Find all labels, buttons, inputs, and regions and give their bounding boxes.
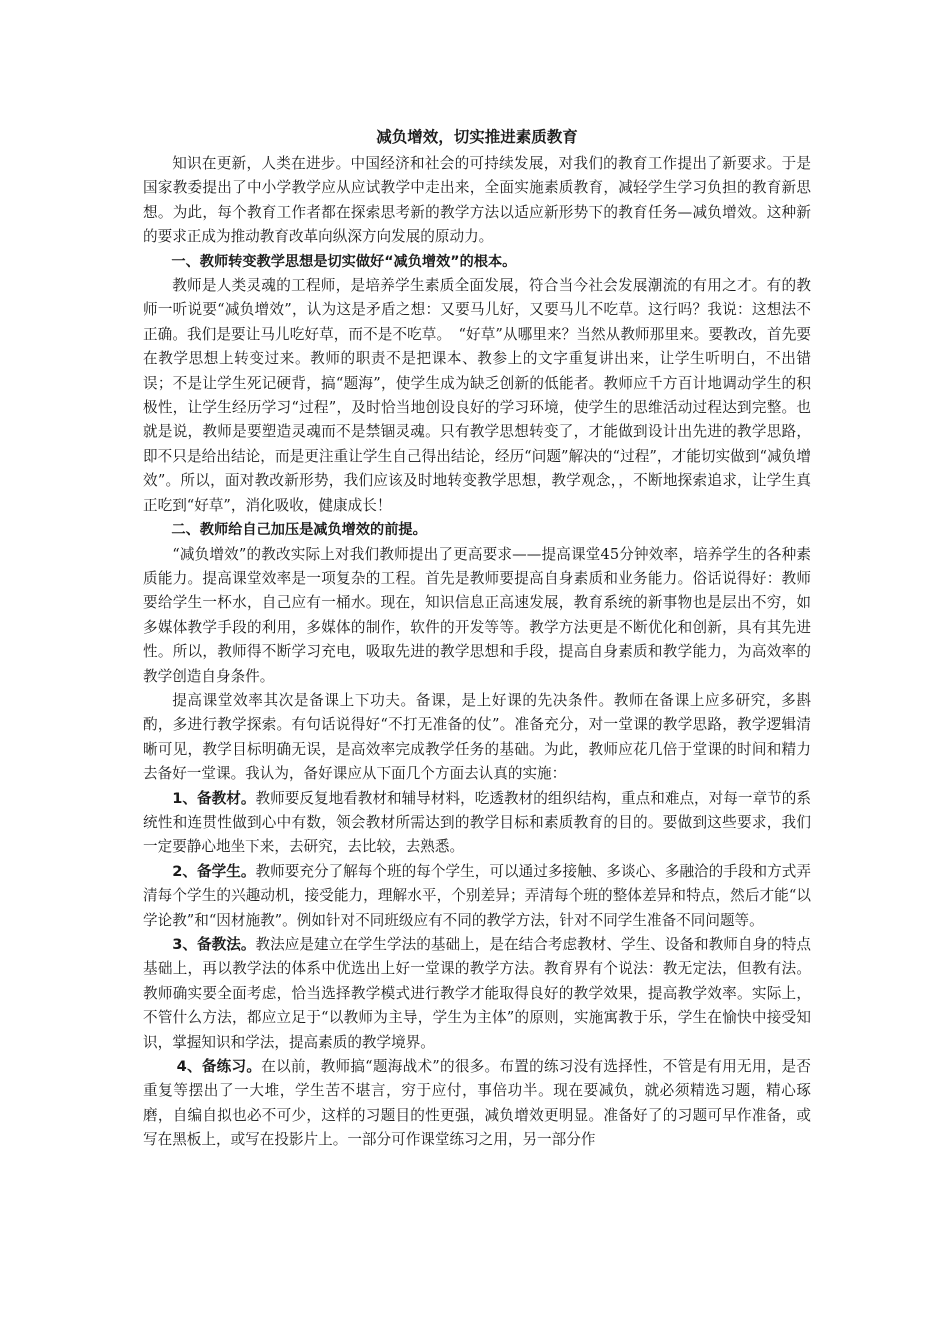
item-lead: 3、备教法。 xyxy=(172,936,256,953)
section-1-heading: 一、教师转变教学思想是切实做好“减负增效”的根本。 xyxy=(171,253,517,270)
item-text: 教师要充分了解每个班的每个学生，可以通过多接触、多谈心、多融洽的手段和方式弄清每个学生的兴趣动机，接受能力，理解水平，个别差异；弄清每个班的整体差异和特点，然后才能“以学论教”和“因材施教”。例如针对不同班级应有不同的教学方法，针对不同学生准备不同问题等。 xyxy=(143,862,811,929)
intro-paragraph: 知识在更新，人类在进步。中国经济和社会的可持续发展，对我们的教育工作提出了新要求。于是国家教委提出了中小学教学应从应试教学中走出来，全面实施素质教育，减轻学生学习负担的教育新思想。为此，每个教育工作者都在探索思考新的教学方法以适应新形势下的教育任务—减负增效。这种新的要求正成为推动教育改革向纵深方向发展的原动力。 xyxy=(143,155,811,246)
section-2-heading: 二、教师给自己加压是减负增效的前提。 xyxy=(171,522,427,539)
item-prepare-students xyxy=(143,860,811,933)
item-prepare-methods xyxy=(143,933,811,1055)
document-title: 减负增效，切实推进素质教育 xyxy=(376,128,578,146)
section-2-paragraph-2: 提高课堂效率其次是备课上下功夫。备课，是上好课的先决条件。教师在备课上应多研究，多斟酌，多进行教学探索。有句话说得好“不打无准备的仗”。准备充分，对一堂课的教学思路，教学逻辑清晰可见，教学目标明确无误，是高效率完成教学任务的基础。为此，教师应花几倍于堂课的时间和精力去备好一堂课。我认为，备好课应从下面几个方面去认真的实施： xyxy=(143,691,811,783)
item-lead: 1、备教材。 xyxy=(172,789,256,807)
section-1-body: 教师是人类灵魂的工程师，是培养学生素质全面发展，符合当今社会发展潮流的有用之才。有的教师一听说要“减负增效”，认为这是矛盾之想：又要马儿好，又要马儿不吃草。这行吗？我说：这想法不正确。我们是要让马儿吃好草，而不是不吃草。 “好草”从哪里来？当然从教师那里来。要教改，首先要在教学思想上转变过来。教师的职责不是把课本、教参上的文字重复讲出来，让学生听明白，不出错误；不是让学生死记硬背，搞“题海”，使学生成为缺乏创新的低能者。教师应千方百计地调动学生的积极性，让学生经历学习“过程”，及时恰当地创设良好的学习环境，使学生的思维活动过程达到完整。也就是说，教师是要塑造灵魂而不是禁锢灵魂。只有教学思想转变了，才能做到设计出先进的教学思路，即不只是给出结论，而是更注重让学生自己得出结论，经历“问题”解决的“过程”，才能切实做到“减负增效”。所以，面对教改新形势，我们应该及时地转变教学思想，教学观念，，不断地探索追求，让学生真正吃到“好草”，消化吸收，健康成长！ xyxy=(143,277,811,514)
section-2-paragraph-1: “减负增效”的教改实际上对我们教师提出了更高要求——提高课堂45分钟效率，培养学生的各种素质能力。提高课堂效率是一项复杂的工程。首先是教师要提高自身素质和业务能力。俗话说得好：教师要给学生一杯水，自己应有一桶水。现在，知识信息正高速发展，教育系统的新事物也是层出不穷，如多媒体教学手段的利用，多媒体的制作，软件的开发等等。教学方法更是不断优化和创新，具有其先进性。所以，教师得不断学习充电，吸取先进的教学思想和手段，提高自身素质和教学能力，为高效率的教学创造自身条件。 xyxy=(143,545,811,685)
document-page xyxy=(143,122,811,1153)
item-lead: 4、备练习。 xyxy=(176,1058,262,1076)
item-prepare-materials xyxy=(143,787,811,860)
item-text: 在以前，教师搞“题海战术”的很多。布置的练习没有选择性，不管是有用无用，是否重复等摆出了一大堆，学生苦不堪言，穷于应付，事倍功半。现在要减负，就必须精选习题，精心琢磨，自编自拟也必不可少，这样的习题目的性更强，减负增效更明显。准备好了的习题可早作准备，或写在黑板上，或写在投影片上。一部分可作课堂练习之用，另一部分作 xyxy=(143,1058,811,1149)
item-text: 教法应是建立在学生学法的基础上，是在结合考虑教材、学生、设备和教师自身的特点基础上，再以教学法的体系中优选出上好一堂课的教学方法。教育界有个说法：教无定法，但教有法。教师确实要全面考虑，恰当选择教学模式进行教学才能取得良好的教学效果，提高教学效率。实际上，不管什么方法，都应立足于“以教师为主导，学生为主体”的原则，实施寓教于乐，学生在愉快中接受知识，掌握知识和学法，提高素质的教学境界。 xyxy=(143,936,811,1051)
item-lead: 2、备学生。 xyxy=(172,862,256,880)
item-text: 教师要反复地看教材和辅导材料，吃透教材的组织结构，重点和难点，对每一章节的系统性和连贯性做到心中有数，领会教材所需达到的教学目标和素质教育的目的。要做到这些要求，我们一定要静心地坐下来，去研究，去比较，去熟悉。 xyxy=(143,789,811,856)
item-prepare-exercises xyxy=(143,1055,811,1153)
